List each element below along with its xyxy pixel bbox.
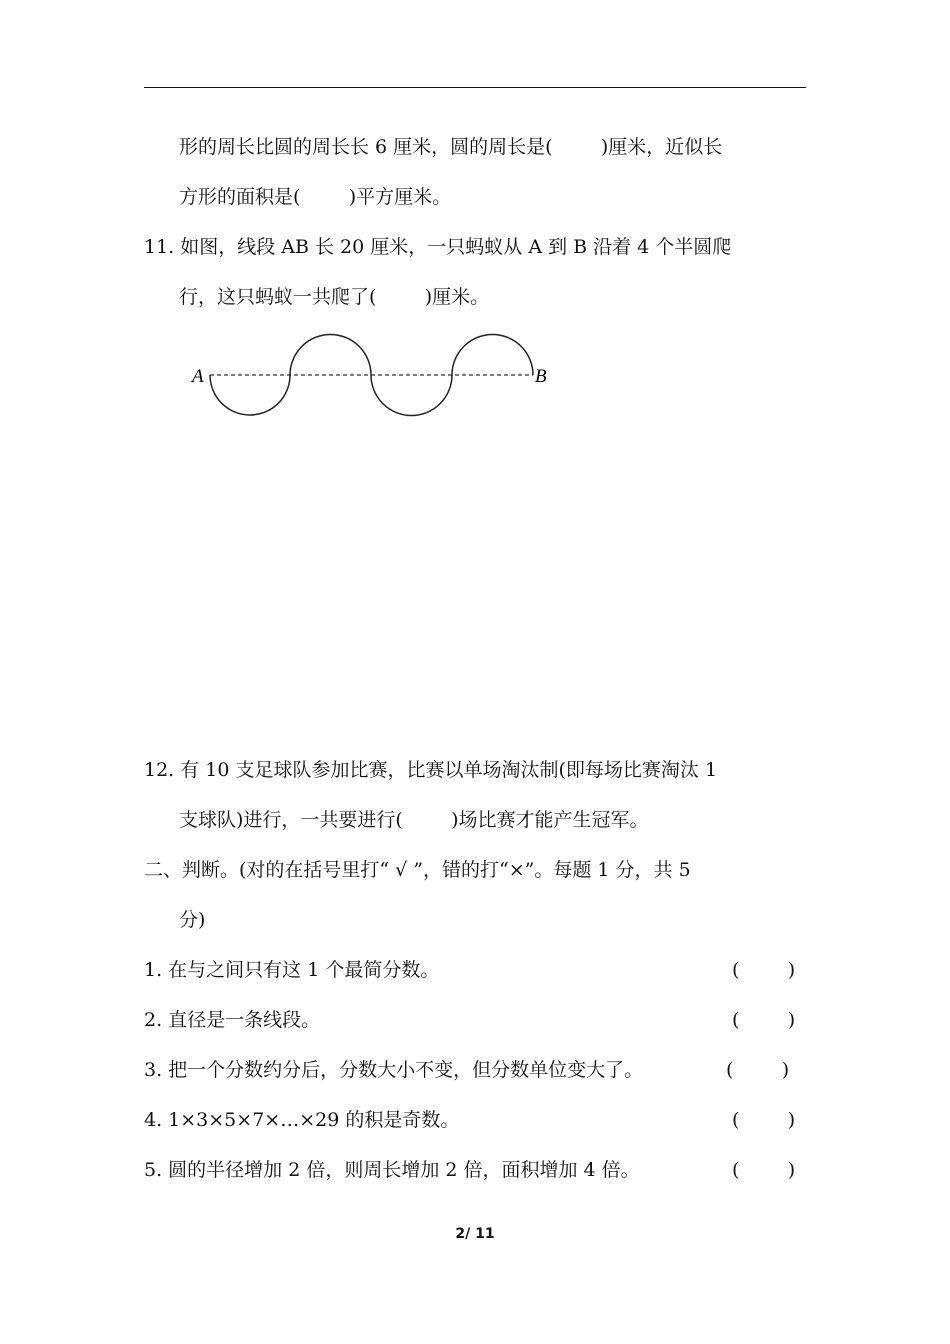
semicircle-4 bbox=[452, 335, 533, 376]
judgment-answer-blank-1: ( ) bbox=[732, 959, 796, 981]
judgment-item-5: 5. 圆的半径增加 2 倍，则周长增加 2 倍，面积增加 4 倍。 bbox=[144, 1159, 640, 1181]
section2-heading-line1: 二、判断。(对的在括号里打“ √ ”，错的打“×”。每题 1 分，共 5 bbox=[144, 859, 691, 881]
point-a-label: A bbox=[192, 366, 204, 387]
header-rule bbox=[144, 87, 806, 88]
judgment-answer-blank-2: ( ) bbox=[732, 1009, 796, 1031]
q12-line2: 支球队)进行，一共要进行( )场比赛才能产生冠军。 bbox=[179, 809, 649, 831]
semicircle-3 bbox=[371, 375, 452, 416]
semicircle-1 bbox=[210, 375, 290, 415]
judgment-item-3: 3. 把一个分数约分后，分数大小不变，但分数单位变大了。 bbox=[144, 1059, 644, 1081]
judgment-item-1: 1. 在与之间只有这 1 个最简分数。 bbox=[144, 959, 440, 981]
q11-line2: 行，这只蚂蚁一共爬了( )厘米。 bbox=[179, 286, 490, 308]
point-b-label: B bbox=[535, 366, 547, 387]
q10-continuation-line2: 方形的面积是( )平方厘米。 bbox=[179, 186, 452, 208]
q12-line1: 12. 有 10 支足球队参加比赛，比赛以单场淘汰制(即每场比赛淘汰 1 bbox=[144, 759, 718, 781]
judgment-answer-blank-5: ( ) bbox=[732, 1159, 796, 1181]
judgment-answer-blank-3: ( ) bbox=[726, 1059, 790, 1081]
section2-heading-line2: 分) bbox=[179, 909, 206, 931]
judgment-answer-blank-4: ( ) bbox=[732, 1109, 796, 1131]
judgment-item-4: 4. 1×3×5×7×…×29 的积是奇数。 bbox=[144, 1109, 460, 1131]
q10-continuation-line1: 形的周长比圆的周长长 6 厘米，圆的周长是( )厘米，近似长 bbox=[179, 136, 723, 158]
semicircle-2 bbox=[290, 335, 371, 376]
q11-line1: 11. 如图，线段 AB 长 20 厘米，一只蚂蚁从 A 到 B 沿着 4 个半圆爬 bbox=[144, 236, 732, 258]
semicircle-path-figure bbox=[188, 330, 568, 425]
judgment-item-2: 2. 直径是一条线段。 bbox=[144, 1009, 321, 1031]
page-number: 2/ 11 bbox=[455, 1226, 495, 1242]
